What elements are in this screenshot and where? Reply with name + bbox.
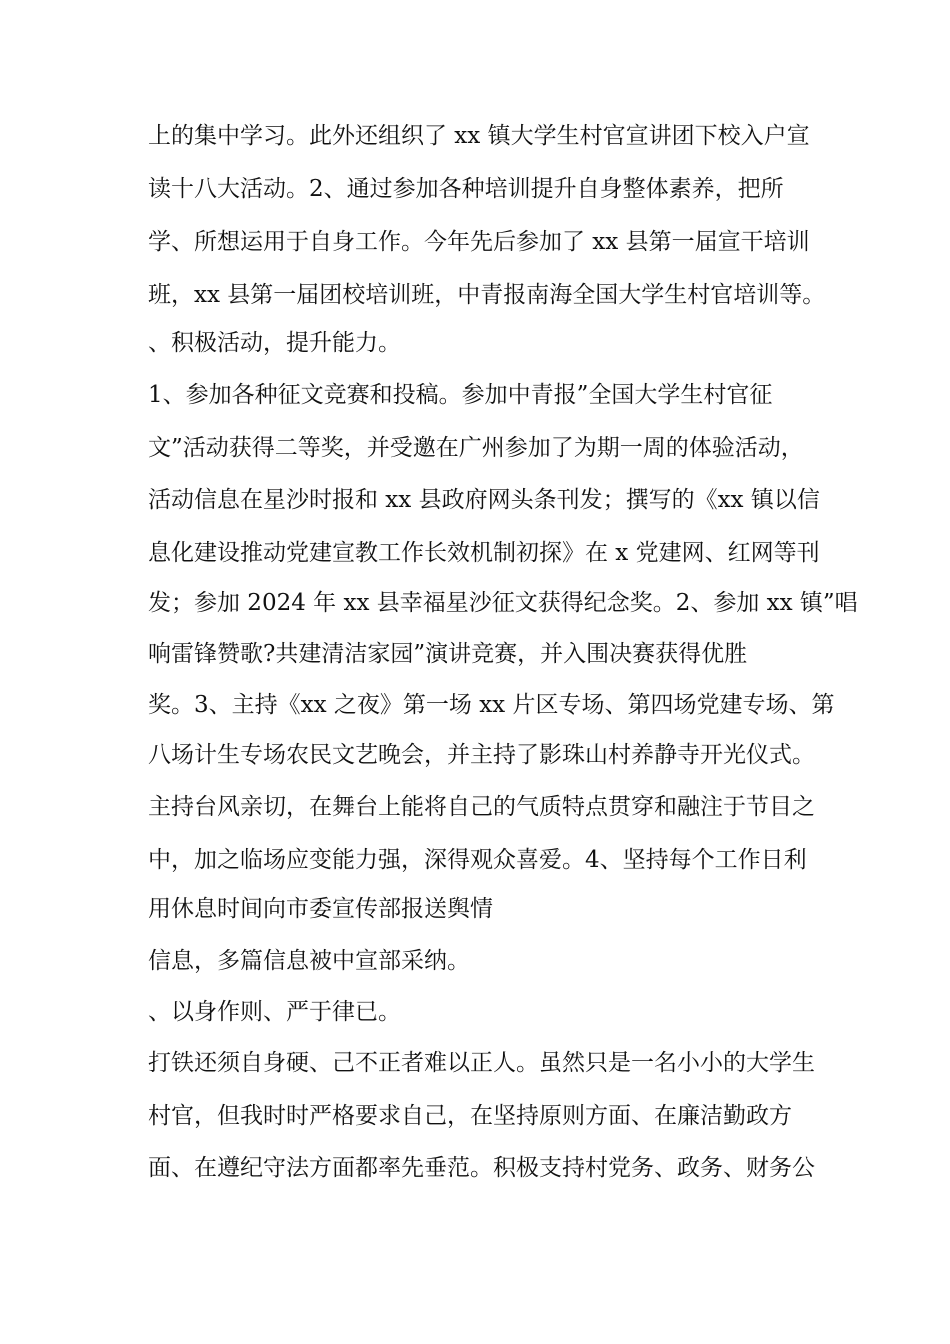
text-line: 响雷锋赞歌?共建清洁家园”演讲竞赛，并入围决赛获得优胜	[148, 641, 748, 667]
text-line: 打铁还须自身硬、己不正者难以正人。虽然只是一名小小的大学生	[148, 1050, 815, 1076]
text-line: 息化建设推动党建宣教工作长效机制初探》在 x 党建网、红网等刊	[148, 540, 820, 566]
text-line: 中，加之临场应变能力强，深得观众喜爱。4、坚持每个工作日利	[148, 847, 807, 873]
text-line: 1、参加各种征文竞赛和投稿。参加中青报”全国大学生村官征	[148, 382, 773, 408]
text-line: 班，xx 县第一届团校培训班，中青报南海全国大学生村官培训等。	[148, 282, 826, 308]
text-line: 读十八大活动。2、通过参加各种培训提升自身整体素养，把所	[148, 176, 784, 202]
text-line: 活动信息在星沙时报和 xx 县政府网头条刊发；撰写的《xx 镇以信	[148, 487, 820, 513]
text-line: 八场计生专场农民文艺晚会，并主持了影珠山村养静寺开光仪式。	[148, 742, 815, 768]
text-line: 、积极活动，提升能力。	[148, 330, 401, 356]
text-line: 面、在遵纪守法方面都率先垂范。积极支持村党务、政务、财务公	[148, 1155, 815, 1181]
text-line: 上的集中学习。此外还组织了 xx 镇大学生村官宣讲团下校入户宣	[148, 123, 810, 149]
text-line: 发；参加 2024 年 xx 县幸福星沙征文获得纪念奖。2、参加 xx 镇”唱	[148, 590, 858, 616]
text-line: 村官，但我时时严格要求自己，在坚持原则方面、在廉洁勤政方	[148, 1103, 792, 1129]
text-line: 、以身作则、严于律已。	[148, 999, 401, 1025]
text-line: 用休息时间向市委宣传部报送舆情	[148, 896, 493, 922]
text-line: 学、所想运用于自身工作。今年先后参加了 xx 县第一届宣干培训	[148, 229, 810, 255]
text-line: 奖。3、主持《xx 之夜》第一场 xx 片区专场、第四场党建专场、第	[148, 692, 835, 718]
text-line: 文”活动获得二等奖，并受邀在广州参加了为期一周的体验活动，	[148, 435, 804, 461]
text-line: 主持台风亲切，在舞台上能将自己的气质特点贯穿和融注于节目之	[148, 794, 815, 820]
text-line: 信息，多篇信息被中宣部采纳。	[148, 948, 470, 974]
